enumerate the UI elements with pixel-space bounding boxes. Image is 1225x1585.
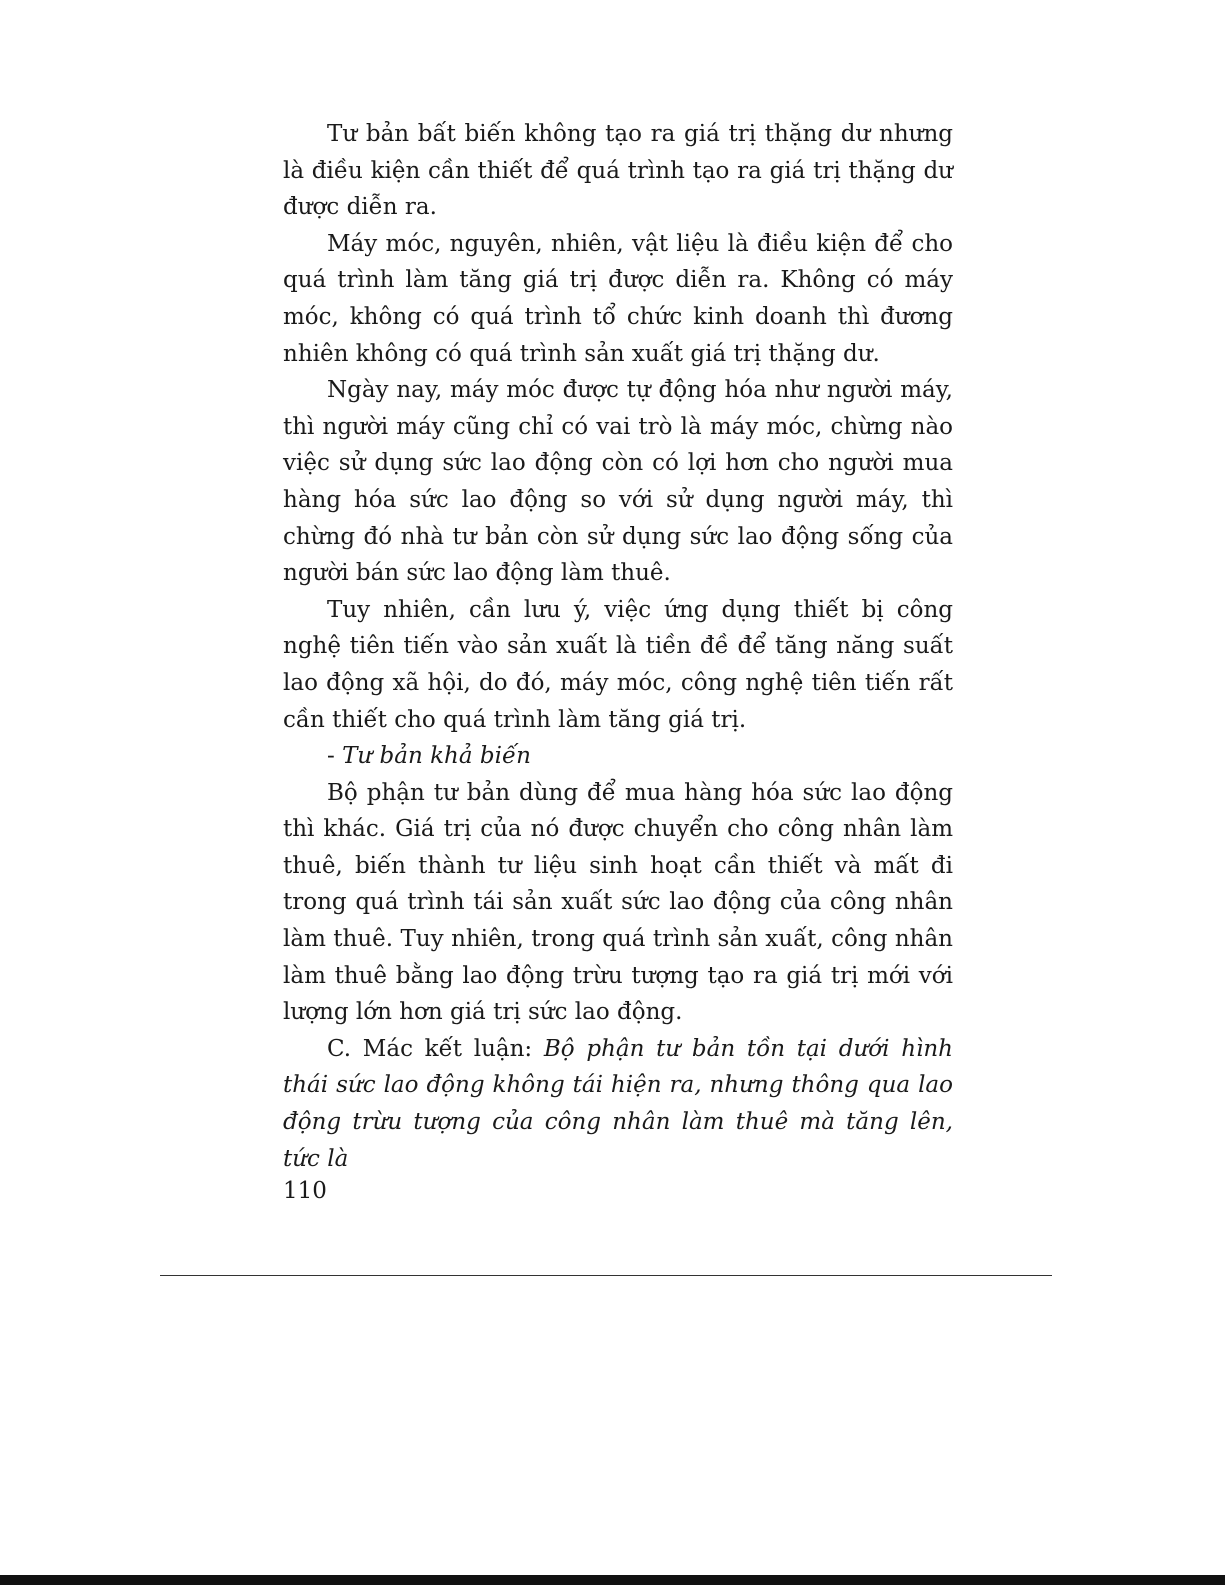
subheading-variable-capital <box>283 738 953 775</box>
paragraph-constant-capital: Tư bản bất biến không tạo ra giá trị thặng dư nhưng là điều kiện cần thiết để quá trình tạo ra giá trị thặng dư được diễn ra. <box>283 121 953 221</box>
conclusion-quote: Bộ phận tư bản tồn tại dưới hình thái sức lao động không tái hiện ra, nhưng thông qua lao động trừu tượng của công nhân làm thuê mà tăng lên, tức là <box>283 1035 953 1172</box>
conclusion-lead: C. Mác kết luận: <box>327 1035 544 1062</box>
page-body <box>283 116 953 1177</box>
paragraph-variable-capital: Bộ phận tư bản dùng để mua hàng hóa sức lao động thì khác. Giá trị của nó được chuyển cho công nhân làm thuê, biến thành tư liệu sinh hoạt cần thiết và mất đi trong quá trình tái sản xuất sức lao động của công nhân làm thuê. Tuy nhiên, trong quá trình sản xuất, công nhân làm thuê bằng lao động trừu tượng tạo ra giá trị mới với lượng lớn hơn giá trị sức lao động. <box>283 779 953 1026</box>
scan-bottom-edge <box>0 1575 1225 1585</box>
paragraph-technology: Tuy nhiên, cần lưu ý, việc ứng dụng thiết bị công nghệ tiên tiến vào sản xuất là tiền đề để tăng năng suất lao động xã hội, do đó, máy móc, công nghệ tiên tiến rất cần thiết cho quá trình làm tăng giá trị. <box>283 596 953 733</box>
subheading-dash: - <box>327 743 343 770</box>
paragraph-machinery: Máy móc, nguyên, nhiên, vật liệu là điều kiện để cho quá trình làm tăng giá trị được diễn ra. Không có máy móc, không có quá trình tổ chức kinh doanh thì đương nhiên không có quá trình sản xuất giá trị thặng dư. <box>283 230 953 367</box>
paragraph-conclusion <box>283 1031 953 1177</box>
subheading-text: Tư bản khả biến <box>342 743 531 770</box>
page-number: 110 <box>283 1178 327 1204</box>
paragraph-automation: Ngày nay, máy móc được tự động hóa như người máy, thì người máy cũng chỉ có vai trò là máy móc, chừng nào việc sử dụng sức lao động còn có lợi hơn cho người mua hàng hóa sức lao động so với sử dụng người máy, thì chừng đó nhà tư bản còn sử dụng sức lao động sống của người bán sức lao động làm thuê. <box>283 377 953 587</box>
page-divider-line <box>160 1275 1052 1276</box>
